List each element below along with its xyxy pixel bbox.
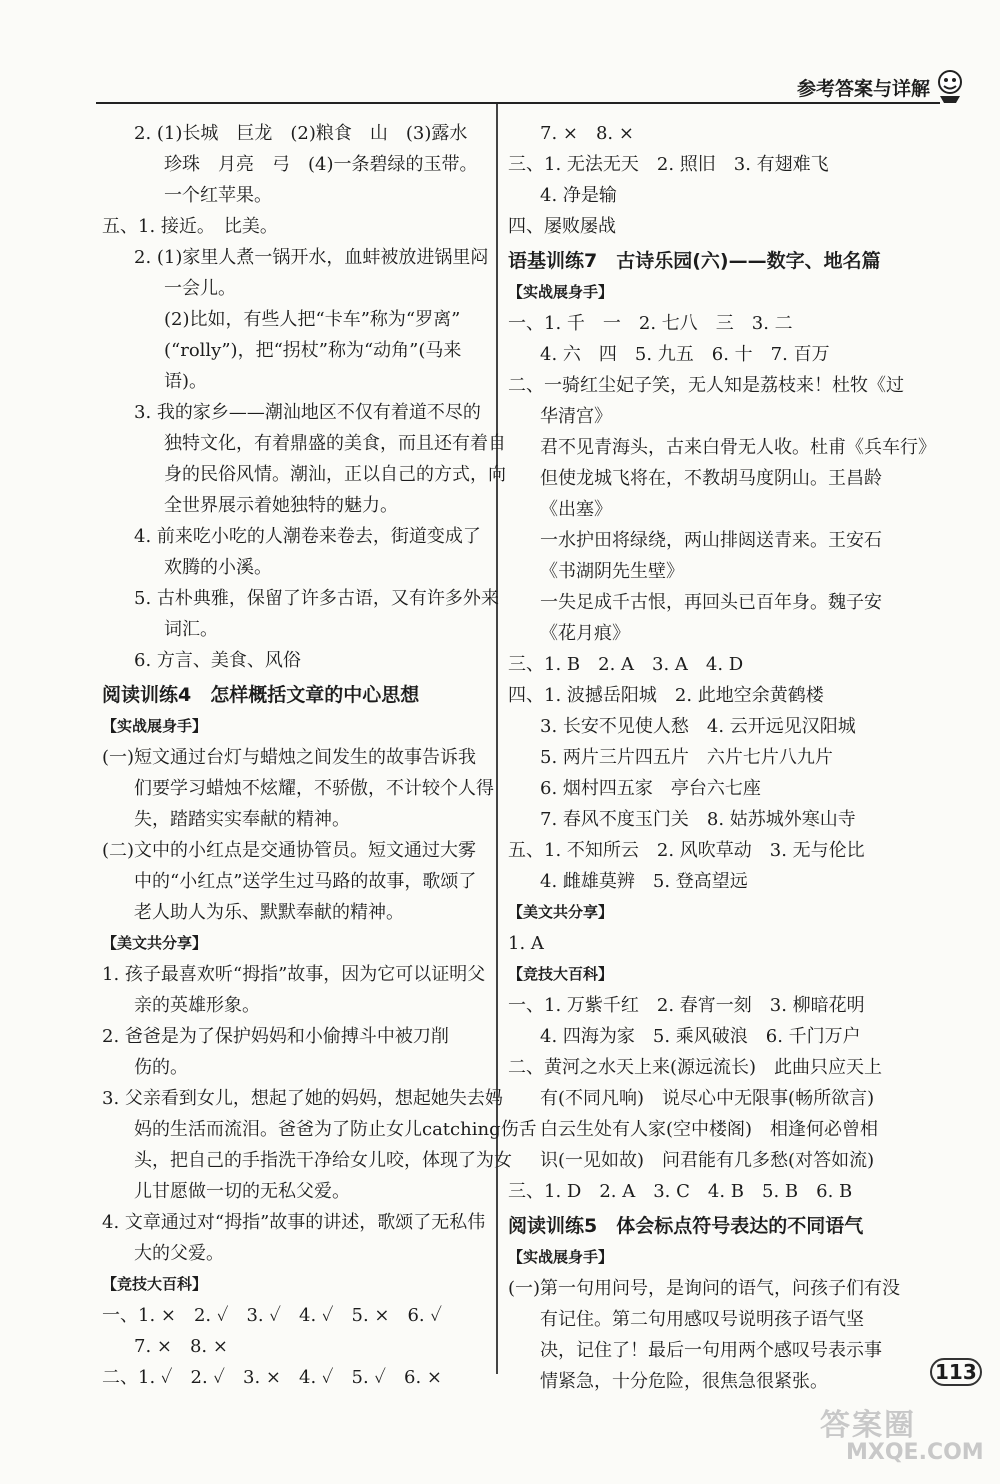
answer-line: 2. (1)家里人煮一锅开水，血蚌被放进锅里闷 — [134, 247, 489, 268]
answer-line: 中的“小红点”送学生过马路的故事，歌颂了 — [134, 871, 477, 892]
answer-line: 3. 父亲看到女儿，想起了她的妈妈，想起她失去妈 — [102, 1088, 503, 1109]
answer-line: 二、1. ✓ 2. ✓ 3. × 4. ✓ 5. ✓ 6. × — [102, 1367, 442, 1388]
answer-line: 识(一见如故) 问君能有几多愁(对答如流) — [540, 1150, 875, 1171]
answer-line: 3. 长安不见使人愁 4. 云开远见汉阳城 — [540, 716, 856, 737]
answer-line: 妈的生活而流泪。爸爸为了防止女儿catching伤舌 — [134, 1119, 537, 1140]
answer-line: 有记住。第二句用感叹号说明孩子语气坚 — [540, 1309, 864, 1330]
mascot-icon — [934, 68, 966, 104]
answer-line: 有(不同凡响) 说尽心中无限事(畅所欲言) — [540, 1088, 875, 1109]
answer-line: 失，踏踏实实奉献的精神。 — [134, 809, 350, 830]
answer-line: 们要学习蜡烛不炫耀，不骄傲，不计较个人得 — [134, 778, 494, 799]
answer-line: 词汇。 — [164, 619, 218, 640]
answer-line: 5. 两片三片四五片 六片七片八九片 — [540, 747, 833, 768]
answer-line: 一、1. 万紫千红 2. 春宵一刻 3. 柳暗花明 — [508, 995, 865, 1016]
section-heading: 语基训练7 古诗乐园(六)——数字、地名篇 — [508, 250, 881, 272]
answer-line: 一、1. × 2. ✓ 3. ✓ 4. ✓ 5. × 6. ✓ — [102, 1305, 442, 1326]
answer-line: (2)比如，有些人把“卡车”称为“罗离” — [164, 309, 461, 330]
answer-line: 欢腾的小溪。 — [164, 557, 272, 578]
answer-line: 4. 文章通过对“拇指”故事的讲述，歌颂了无私伟 — [102, 1212, 486, 1233]
answer-line: (二)文中的小红点是交通协管员。短文通过大雾 — [102, 840, 477, 861]
answer-line: 身的民俗风情。潮汕，正以自己的方式，向 — [164, 464, 506, 485]
answer-line: 决，记住了！最后一句用两个感叹号表示事 — [540, 1340, 882, 1361]
answer-line: 头，把自己的手指洗干净给女儿咬，体现了为女 — [134, 1150, 512, 1171]
answer-line: 四、屡败屡战 — [508, 216, 616, 237]
answer-line: 一会儿。 — [164, 278, 236, 299]
answer-line: 大的父爱。 — [134, 1243, 224, 1264]
column-divider — [496, 104, 498, 1374]
subsection-label: 【竞技大百科】 — [102, 1275, 208, 1293]
answer-line: 语)。 — [164, 371, 208, 392]
header-rule — [96, 102, 940, 104]
answer-line: 《书湖阴先生壁》 — [540, 561, 684, 582]
answer-line: 亲的英雄形象。 — [134, 995, 260, 1016]
answer-line: 5. 古朴典雅，保留了许多古语，又有许多外来 — [134, 588, 499, 609]
answer-line: 二、一骑红尘妃子笑，无人知是荔枝来！杜牧《过 — [508, 375, 904, 396]
subsection-label: 【实战展身手】 — [102, 717, 208, 735]
answer-line: 老人助人为乐、默默奉献的精神。 — [134, 902, 404, 923]
answer-line: 4. 净是输 — [540, 185, 617, 206]
answer-line: 7. × 8. × — [134, 1336, 228, 1357]
answer-line: 五、1. 接近。 比美。 — [102, 216, 278, 237]
answer-line: 《出塞》 — [540, 499, 612, 520]
answer-line: 情紧急，十分危险，很焦急很紧张。 — [540, 1371, 828, 1392]
answer-line: 4. 四海为家 5. 乘风破浪 6. 千门万户 — [540, 1026, 861, 1047]
page-header: 参考答案与详解 — [796, 78, 930, 100]
answer-line: 7. × 8. × — [540, 123, 634, 144]
answer-line: 但使龙城飞将在，不教胡马度阴山。王昌龄 — [540, 468, 882, 489]
answer-line: 伤的。 — [134, 1057, 188, 1078]
answer-line: 1. A — [508, 933, 544, 954]
answer-line: 4. 六 四 5. 九五 6. 十 7. 百万 — [540, 344, 830, 365]
answer-line: 珍珠 月亮 弓 (4)一条碧绿的玉带。 — [164, 154, 478, 175]
subsection-label: 【竞技大百科】 — [508, 965, 614, 983]
answer-line: 君不见青海头，古来白骨无人收。杜甫《兵车行》 — [540, 437, 936, 458]
answer-line: 五、1. 不知所云 2. 风吹草动 3. 无与伦比 — [508, 840, 865, 861]
answer-line: 1. 孩子最喜欢听“拇指”故事，因为它可以证明父 — [102, 964, 486, 985]
answer-line: 6. 方言、美食、风俗 — [134, 650, 301, 671]
subsection-label: 【实战展身手】 — [508, 1248, 614, 1266]
subsection-label: 【美文共分享】 — [102, 934, 208, 952]
answer-line: 《花月痕》 — [540, 623, 630, 644]
right-column — [508, 118, 936, 1397]
watermark-url: MXQE.COM — [846, 1440, 984, 1465]
answer-line: 一水护田将绿绕，两山排闼送青来。王安石 — [540, 530, 882, 551]
answer-line: (“rolly”)，把“拐杖”称为“动角”(马来 — [164, 340, 462, 361]
section-heading: 阅读训练4 怎样概括文章的中心思想 — [102, 684, 420, 706]
answer-line: 一个红苹果。 — [164, 185, 272, 206]
answer-line: 一、1. 千 一 2. 七八 三 3. 二 — [508, 313, 793, 334]
answer-line: 儿甘愿做一切的无私父爱。 — [134, 1181, 350, 1202]
answer-line: 4. 雌雄莫辨 5. 登高望远 — [540, 871, 748, 892]
answer-line: 4. 前来吃小吃的人潮卷来卷去，街道变成了 — [134, 526, 481, 547]
answer-line: 白云生处有人家(空中楼阁) 相逢何必曾相 — [540, 1119, 879, 1140]
answer-line: 7. 春风不度玉门关 8. 姑苏城外寒山寺 — [540, 809, 856, 830]
answer-line: 华清宫》 — [540, 406, 612, 427]
answer-line: 6. 烟村四五家 亭台六七座 — [540, 778, 761, 799]
subsection-label: 【美文共分享】 — [508, 903, 614, 921]
answer-line: 3. 我的家乡——潮汕地区不仅有着道不尽的 — [134, 402, 481, 423]
answer-line: 四、1. 波撼岳阳城 2. 此地空余黄鹤楼 — [508, 685, 824, 706]
watermark: 答案圈 — [820, 1408, 916, 1443]
section-heading: 阅读训练5 体会标点符号表达的不同语气 — [508, 1215, 864, 1237]
answer-line: 三、1. D 2. A 3. C 4. B 5. B 6. B — [508, 1181, 853, 1202]
answer-line: (一)第一句用问号，是询问的语气，问孩子们有没 — [508, 1278, 901, 1299]
answer-line: 2. (1)长城 巨龙 (2)粮食 山 (3)露水 — [134, 123, 468, 144]
answer-line: 全世界展示着她独特的魅力。 — [164, 495, 398, 516]
answer-line: 二、黄河之水天上来(源远流长) 此曲只应天上 — [508, 1057, 883, 1078]
answer-line: (一)短文通过台灯与蜡烛之间发生的故事告诉我 — [102, 747, 477, 768]
answer-line: 独特文化，有着鼎盛的美食，而且还有着自 — [164, 433, 506, 454]
answer-line: 三、1. 无法无天 2. 照旧 3. 有翅难飞 — [508, 154, 829, 175]
subsection-label: 【实战展身手】 — [508, 283, 614, 301]
answer-line: 2. 爸爸是为了保护妈妈和小偷搏斗中被刀削 — [102, 1026, 449, 1047]
page-number: 113 — [930, 1358, 982, 1386]
answer-line: 一失足成千古恨，再回头已百年身。魏子安 — [540, 592, 882, 613]
answer-line: 三、1. B 2. A 3. A 4. D — [508, 654, 744, 675]
